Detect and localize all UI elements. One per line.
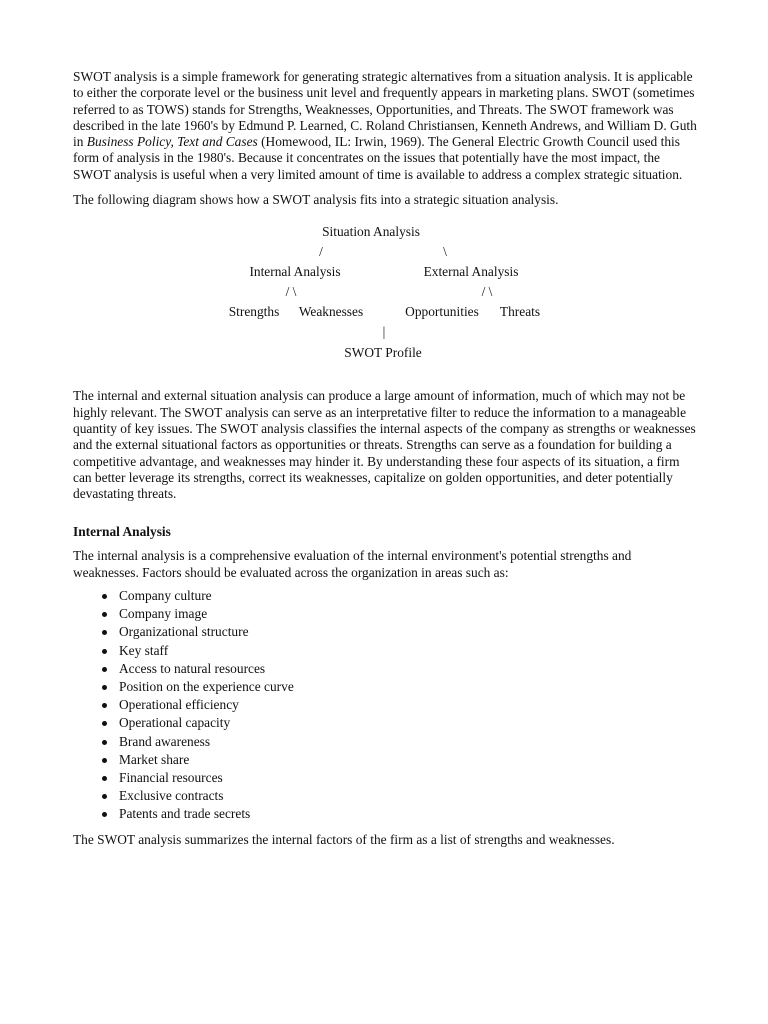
diagram-pipe: |	[382, 324, 386, 340]
body-paragraph: The internal and external situation analysis can produce a large amount of information, much of which may not be highly relevant. The SWOT analysis can serve as an interpretative filter to reduce the information to a manageable quantity of key issues. The SWOT analysis classifies the internal aspects of the company as strengths or weaknesses and the external situational factors as opportunities or threats. Strengths can serve as a foundation for building a competitive advantage, and weaknesses may hinder it. By understanding these four aspects of its situation, a firm can better leverage its strengths, correct its weaknesses, capitalize on golden opportunities, and deter potentially devastating threats.	[73, 388, 696, 502]
internal-analysis-intro: The internal analysis is a comprehensive evaluation of the internal environment's potential strengths and weaknesses. Factors should be evaluated across the organization in areas such as:	[73, 548, 632, 580]
list-item: Company culture	[119, 587, 697, 605]
document-page	[73, 69, 697, 848]
bullet-icon	[102, 667, 107, 672]
list-item: Financial resources	[119, 769, 697, 787]
bullet-icon	[102, 776, 107, 781]
list-item: Company image	[119, 605, 697, 623]
diagram-opportunities-label: Opportunities	[405, 304, 479, 320]
diagram-threats-label: Threats	[499, 304, 541, 320]
bullet-icon	[102, 649, 107, 654]
list-item: Access to natural resources	[119, 660, 697, 678]
bullet-icon	[102, 812, 107, 817]
list-item: Operational efficiency	[119, 696, 697, 714]
list-item: Patents and trade secrets	[119, 805, 697, 823]
bullet-icon	[102, 630, 107, 635]
diagram-weaknesses-label: Weaknesses	[298, 304, 364, 320]
diagram-slash-right: \	[443, 244, 447, 260]
intro-paragraph	[73, 69, 697, 183]
bullet-icon	[102, 612, 107, 617]
list-item: Organizational structure	[119, 623, 697, 641]
bullet-icon	[102, 740, 107, 745]
bullet-icon	[102, 721, 107, 726]
intro-text-2: (Homewood, IL: Irwin, 1969). The General Electric Growth Council used this form of analysis in the 1980's. Because it concentrates on the issues that potentially have the most impact, the SWOT analysis is useful when a very limited amount of time is available to address a complex strategic situation.	[73, 134, 683, 182]
book-title: Business Policy, Text and Cases	[86, 134, 258, 150]
section-heading-wrap	[73, 524, 697, 540]
diagram-external-label: External Analysis	[423, 264, 519, 280]
diagram-branch-external: / \	[481, 284, 493, 300]
bullet-icon	[102, 794, 107, 799]
list-item: Operational capacity	[119, 714, 697, 732]
diagram-profile-label: SWOT Profile	[344, 345, 422, 361]
bullet-icon	[102, 685, 107, 690]
list-item: Market share	[119, 751, 697, 769]
diagram-branch-internal: / \	[285, 284, 297, 300]
list-item: Brand awareness	[119, 733, 697, 751]
diagram-root-label: Situation Analysis	[322, 224, 420, 240]
internal-analysis-heading: Internal Analysis	[73, 524, 171, 540]
list-item: Exclusive contracts	[119, 787, 697, 805]
internal-factors-list	[73, 587, 697, 824]
intro-text-1: SWOT analysis is a simple framework for generating strategic alternatives from a situation analysis. It is applicable to either the corporate level or the business unit level and frequently appears in marketing plans. SWOT (sometimes referred to as TOWS) stands for Strengths, Weaknesses, Opportunities, and Threats. The SWOT framework was described in the late 1960's by Edmund P. Learned, C. Roland Christiansen, Kenneth Andrews, and William D. Guth in	[73, 69, 697, 150]
list-item: Key staff	[119, 642, 697, 660]
bullet-icon	[102, 594, 107, 599]
swot-diagram	[73, 224, 697, 374]
bullet-icon	[102, 758, 107, 763]
diagram-intro-paragraph: The following diagram shows how a SWOT analysis fits into a strategic situation analysis.	[73, 192, 559, 208]
internal-analysis-summary: The SWOT analysis summarizes the internal factors of the firm as a list of strengths and weaknesses.	[73, 831, 615, 847]
list-item: Position on the experience curve	[119, 678, 697, 696]
bullet-icon	[102, 703, 107, 708]
diagram-slash-left: /	[319, 244, 323, 260]
diagram-internal-label: Internal Analysis	[249, 264, 341, 280]
diagram-strengths-label: Strengths	[228, 304, 280, 320]
